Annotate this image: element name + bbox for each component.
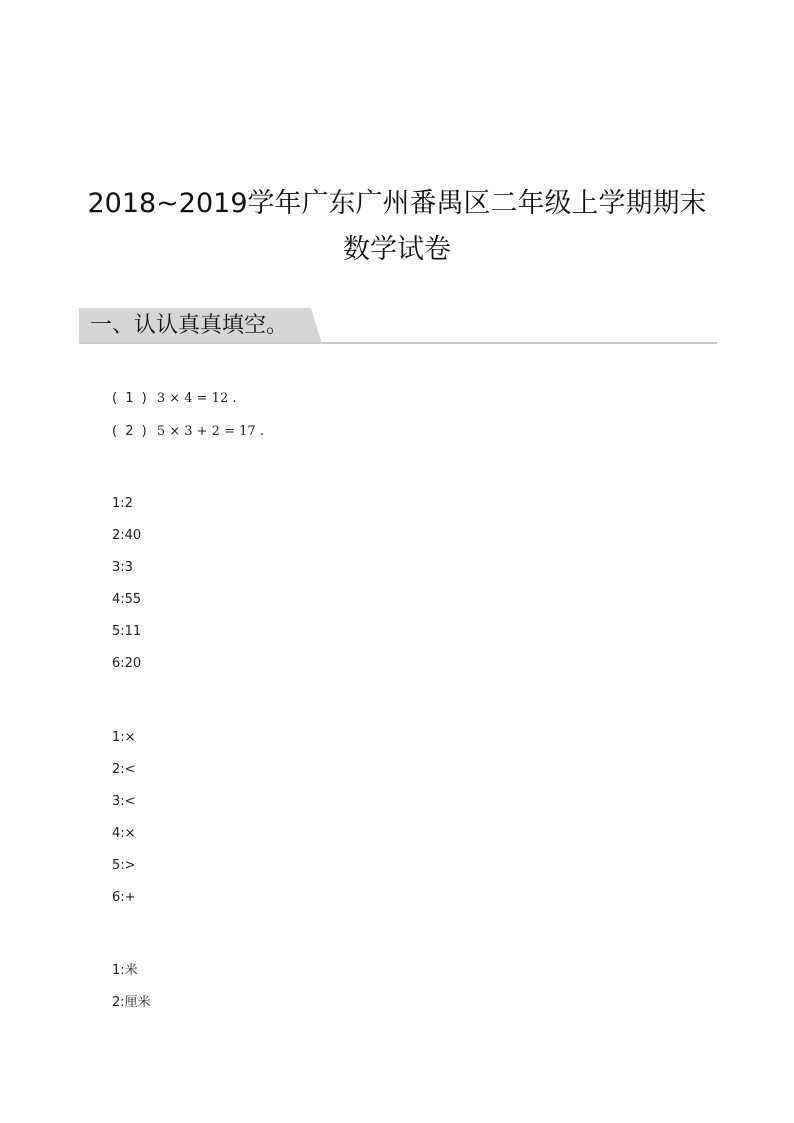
question-expression: 3 × 4 = 12 . [156,391,237,406]
answer-line: 5:> [112,858,136,873]
answer-line: 2:厘米 [112,995,151,1010]
section-title: 一、认认真真填空。 [90,313,289,338]
question-item [112,390,237,408]
answer-line: 5:11 [112,624,142,639]
answer-line: 2:40 [112,528,142,543]
section-header [79,308,717,344]
section-divider [79,342,717,344]
page-title-line1: 2018~2019学年广东广州番禺区二年级上学期期末 [87,188,707,219]
page-title-line2: 数学试卷 [343,234,451,265]
answer-line: 6:+ [112,890,136,905]
answer-line: 2:< [112,762,136,777]
question-number: ( 2 ) [112,424,149,439]
answer-line: 1:× [112,730,136,745]
answer-line: 1:2 [112,496,133,511]
answer-line: 1:米 [112,963,138,978]
answer-line: 3:3 [112,560,133,575]
answer-line: 4:55 [112,592,142,607]
question-number: ( 1 ) [112,391,149,406]
answer-line: 6:20 [112,656,142,671]
answer-line: 4:× [112,826,136,841]
answer-line: 3:< [112,794,136,809]
question-expression: 5 × 3 + 2 = 17 . [156,424,264,439]
page-title [0,181,794,273]
question-item [112,423,264,441]
